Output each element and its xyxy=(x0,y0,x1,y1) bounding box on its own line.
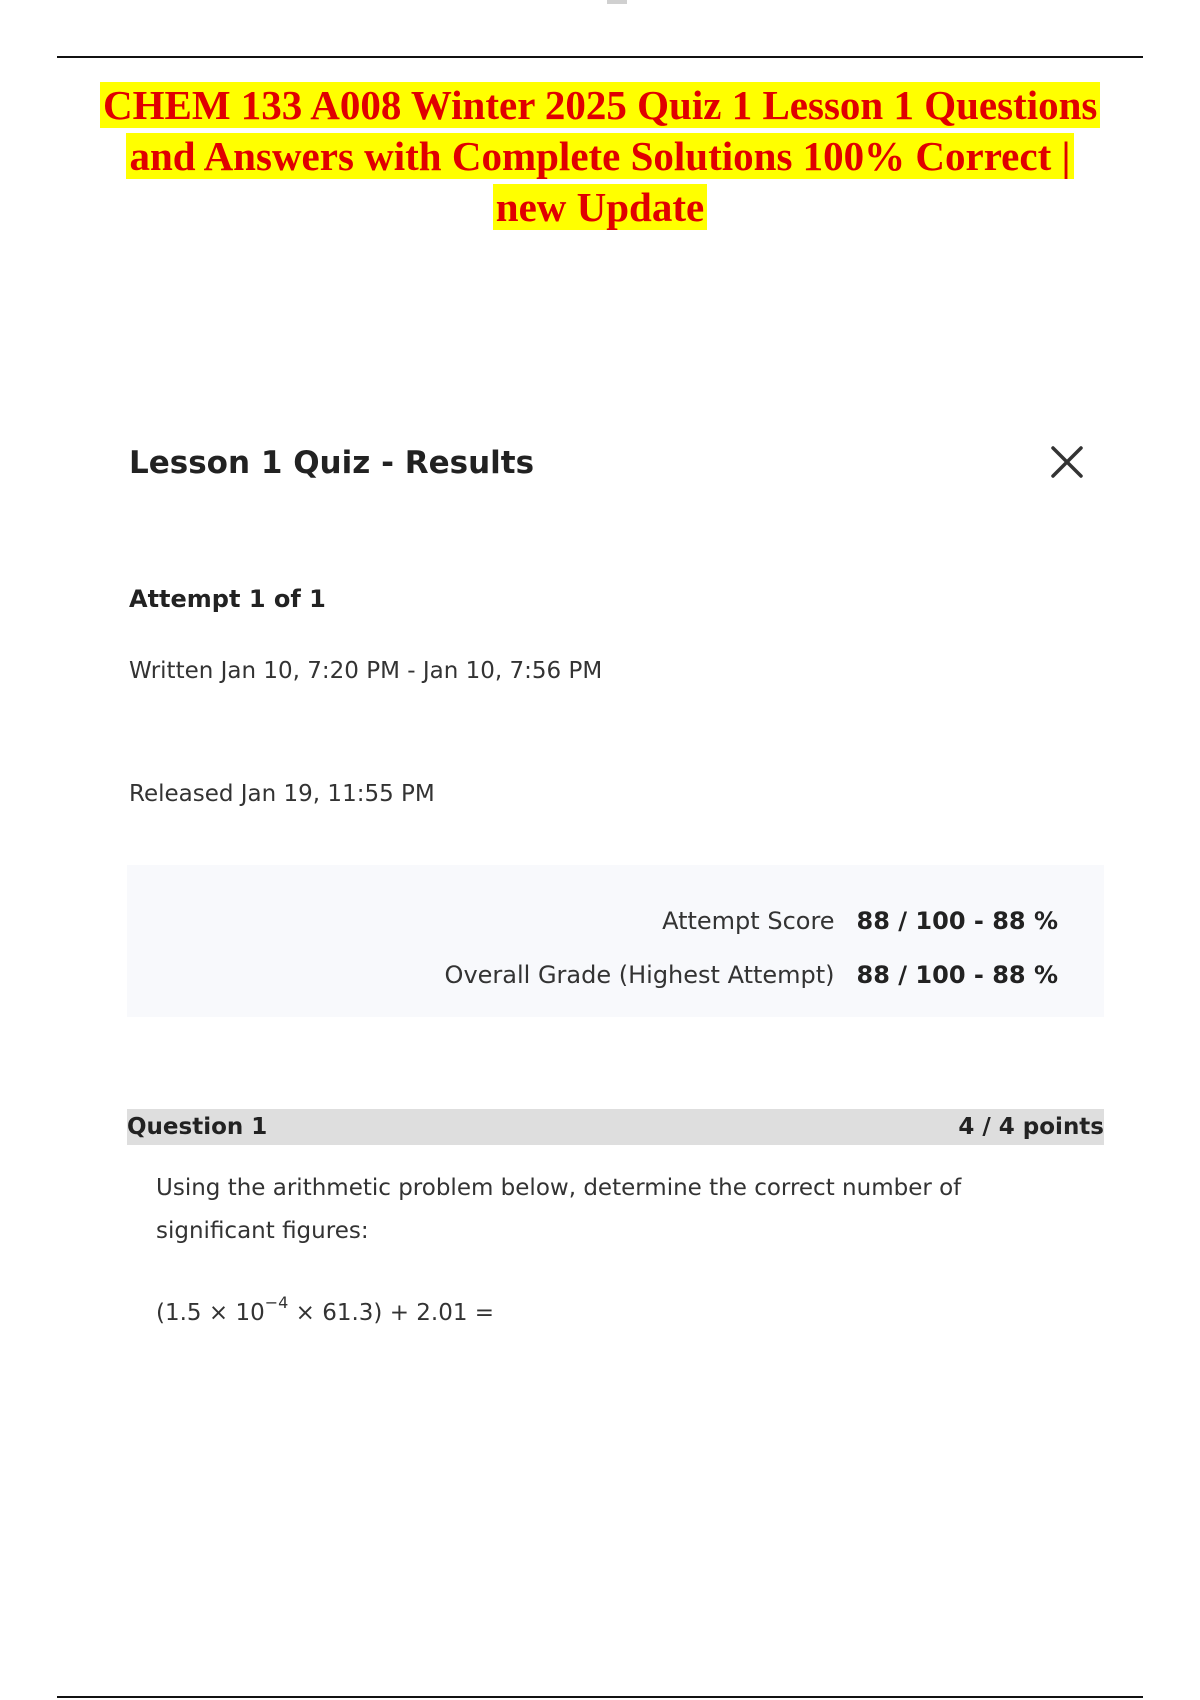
document-title-highlight: CHEM 133 A008 Winter 2025 Quiz 1 Lesson 1 Questions and Answers with Complete Solutions 100% Correct | new Update xyxy=(100,82,1100,230)
attempt-score-value: 88 / 100 - 88 % xyxy=(856,907,1058,935)
close-icon[interactable] xyxy=(1050,445,1084,479)
written-timestamp: Written Jan 10, 7:20 PM - Jan 10, 7:56 PM xyxy=(129,658,603,684)
bottom-divider xyxy=(57,1696,1143,1698)
overall-grade-row xyxy=(445,961,1058,989)
document-title xyxy=(100,80,1100,233)
page-top-mark xyxy=(607,0,627,4)
attempt-score-row xyxy=(662,907,1058,935)
overall-grade-label: Overall Grade (Highest Attempt) xyxy=(444,961,835,989)
score-summary xyxy=(127,865,1104,1017)
top-divider xyxy=(57,56,1143,58)
quiz-results-panel xyxy=(100,395,1104,1395)
equation-part-1: (1.5 × 10 xyxy=(156,1300,265,1326)
results-title: Lesson 1 Quiz - Results xyxy=(129,445,535,481)
question-header xyxy=(127,1109,1104,1145)
attempt-label: Attempt 1 of 1 xyxy=(129,585,326,613)
question-label: Question 1 xyxy=(127,1114,268,1140)
question-points: 4 / 4 points xyxy=(958,1114,1104,1140)
equation-exponent: −4 xyxy=(264,1293,289,1312)
released-timestamp: Released Jan 19, 11:55 PM xyxy=(129,781,435,807)
overall-grade-value: 88 / 100 - 88 % xyxy=(856,961,1058,989)
attempt-score-label: Attempt Score xyxy=(662,907,835,935)
equation-part-2: × 61.3) + 2.01 = xyxy=(288,1300,495,1326)
question-text: Using the arithmetic problem below, determine the correct number of significant figures: xyxy=(156,1175,962,1244)
question-equation xyxy=(156,1293,495,1326)
